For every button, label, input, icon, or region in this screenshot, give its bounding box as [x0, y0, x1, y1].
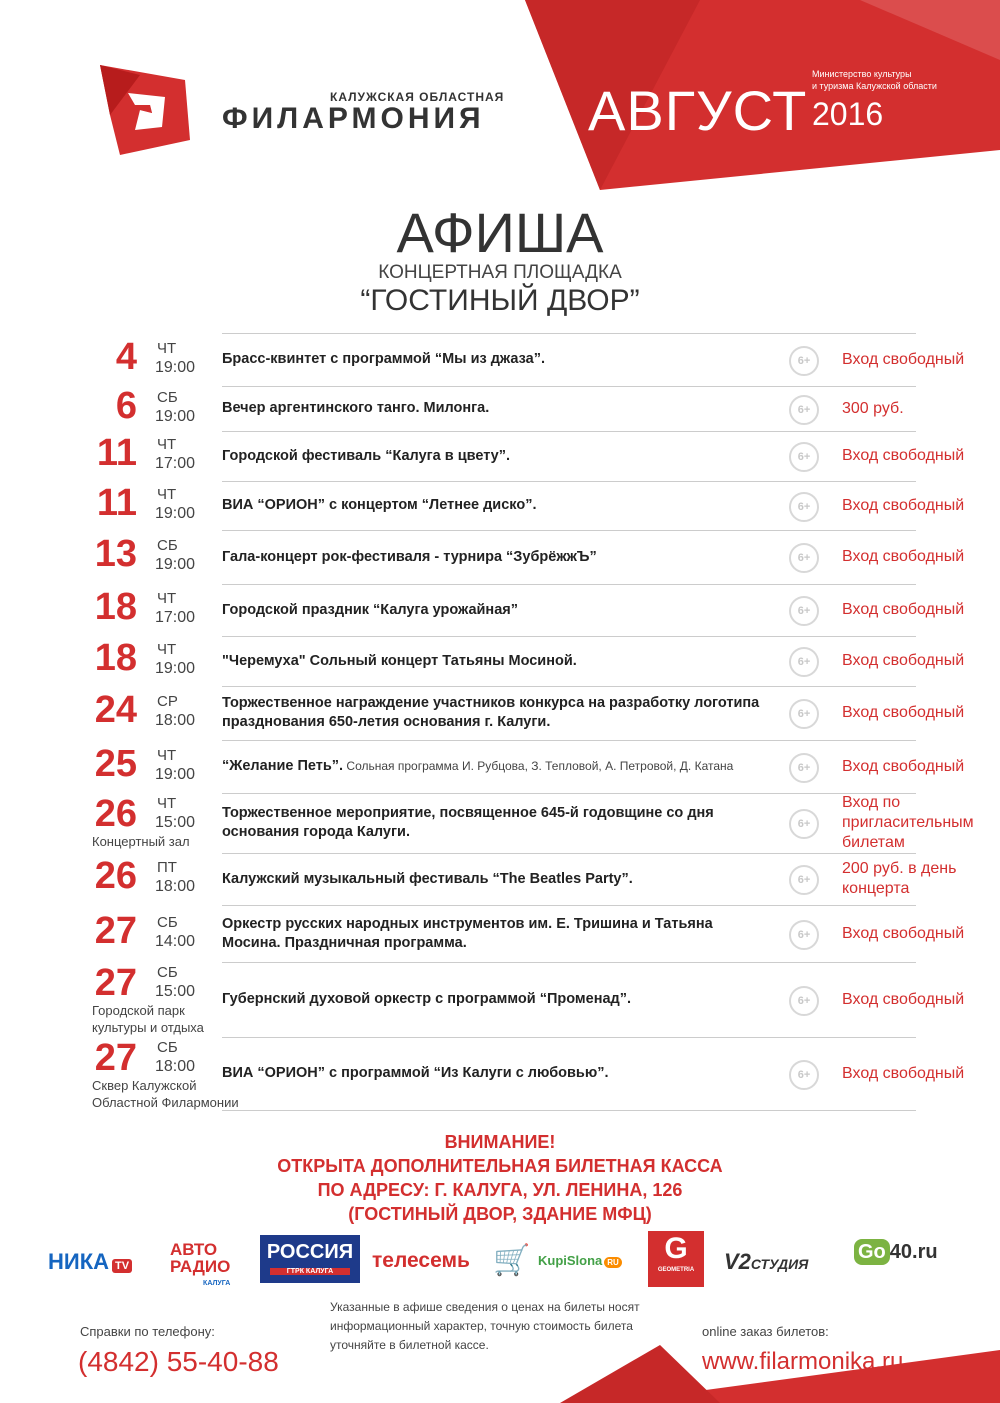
event-weekday: ЧТ: [157, 436, 177, 453]
event-title: [222, 757, 762, 776]
phone-number[interactable]: (4842) 55-40-88: [78, 1346, 279, 1377]
divider: [222, 1110, 916, 1111]
poster-subtitle: КОНЦЕРТНАЯ ПЛОЩАДКА: [378, 262, 622, 283]
event-title-text: Торжественное мероприятие, посвященное 645-й годовщине со дня основания города Калуги.: [222, 805, 714, 840]
event-row: [0, 386, 1000, 431]
age-rating-badge: 6+: [789, 753, 819, 783]
event-row: [0, 853, 1000, 905]
ru-badge: RU: [604, 1257, 622, 1268]
ministry-label: [812, 68, 962, 92]
event-time: 14:00: [155, 933, 196, 950]
event-weekday: ЧТ: [157, 486, 177, 503]
event-time: 19:00: [155, 505, 196, 522]
event-time: 15:00: [155, 814, 196, 831]
phone-label: Справки по телефону:: [80, 1324, 215, 1339]
v2-studio-logo: [724, 1249, 808, 1275]
event-day: 26: [94, 793, 137, 835]
year-label: 2016: [812, 96, 884, 132]
avtoradio-logo: [170, 1241, 230, 1292]
row-divider: [222, 853, 916, 854]
event-price: Вход свободный: [842, 497, 965, 514]
studio-text: СТУДИЯ: [750, 1256, 809, 1272]
event-weekday: ЧТ: [157, 340, 177, 357]
event-row: [0, 481, 1000, 530]
kupislona-text: KupiSlona: [538, 1253, 603, 1268]
notice-line-3: ПО АДРЕСУ: Г. КАЛУГА, УЛ. ЛЕНИНА, 126: [317, 1180, 683, 1200]
event-weekday: ЧТ: [157, 747, 177, 764]
event-row: [0, 962, 1000, 1037]
shopping-cart-icon: 🛒: [493, 1244, 531, 1277]
row-divider: [222, 530, 916, 531]
event-title: [222, 652, 762, 671]
event-time: 19:00: [155, 556, 196, 573]
event-day: 4: [115, 336, 137, 378]
event-row: [0, 333, 1000, 386]
event-day: 18: [94, 586, 137, 628]
rossiya-text: РОССИЯ: [266, 1241, 354, 1263]
event-title-text: ВИА “ОРИОН” с концертом “Летнее диско”.: [222, 497, 537, 513]
event-weekday: СБ: [157, 964, 178, 981]
sponsor-logos: [48, 1232, 958, 1290]
event-title: [222, 804, 762, 842]
row-divider: [222, 740, 916, 741]
event-weekday: ЧТ: [157, 795, 177, 812]
go-text: Go: [854, 1239, 890, 1265]
age-rating-badge: 6+: [789, 647, 819, 677]
row-divider: [222, 686, 916, 687]
nika-tv-logo: [48, 1249, 132, 1275]
event-time: 15:00: [155, 983, 196, 1000]
event-row: [0, 1037, 1000, 1110]
event-price: Вход свободный: [842, 548, 965, 565]
event-title: [222, 601, 762, 620]
notice-line-1: ВНИМАНИЕ!: [444, 1132, 556, 1152]
nika-text: НИКА: [48, 1249, 110, 1274]
org-name: ФИЛАРМОНИЯ: [222, 102, 485, 135]
event-title-text: Городской праздник “Калуга урожайная”: [222, 602, 518, 618]
ministry-line-2: и туризма Калужской области: [812, 81, 937, 91]
event-title-text: Оркестр русских народных инструментов им. Е. Тришина и Татьяна Мосина. Праздничная программа.: [222, 916, 713, 951]
website-link[interactable]: www.filarmonika.ru: [702, 1348, 904, 1375]
event-price: Вход свободный: [842, 758, 965, 775]
go40-logo: [854, 1241, 938, 1264]
event-title-extra: Сольная программа И. Рубцова, З. Тепловой, А. Петровой, Д. Катана: [343, 759, 734, 773]
age-rating-badge: 6+: [789, 346, 819, 376]
event-title-text: Вечер аргентинского танго. Милонга.: [222, 400, 490, 416]
event-price: Вход свободный: [842, 925, 965, 942]
event-day: 27: [94, 910, 137, 952]
event-title-text: "Черемуха" Сольный концерт Татьяны Мосиной.: [222, 653, 577, 669]
event-time: 17:00: [155, 609, 196, 626]
month-label: АВГУСТ: [588, 79, 808, 142]
event-day: 25: [94, 743, 137, 785]
event-time: 19:00: [155, 408, 196, 425]
event-title: [222, 990, 762, 1009]
event-title-text: Гала-концерт рок-фестиваля - турнира “ЗубрёжжЪ”: [222, 549, 597, 565]
event-title-text: Губернский духовой оркестр с программой “Променад”.: [222, 991, 632, 1007]
price-disclaimer: Указанные в афише сведения о ценах на билеты носят информационный характер, точную стоимость билета уточняйте в билетной кассе.: [330, 1300, 640, 1352]
event-title-text: Городской фестиваль “Калуга в цвету”.: [222, 448, 511, 464]
event-day: 11: [96, 432, 137, 474]
event-title-text: Брасс-квинтет с программой “Мы из джаза”.: [222, 351, 545, 367]
event-day: 11: [96, 482, 137, 524]
event-row: [0, 431, 1000, 481]
v2-text: V2: [724, 1249, 751, 1274]
event-price: Вход свободный: [842, 704, 965, 721]
age-rating-badge: 6+: [789, 865, 819, 895]
event-price: Вход по пригласительным билетам: [842, 794, 974, 851]
event-day: 13: [94, 533, 137, 575]
philharmonic-logo-icon: [90, 55, 195, 160]
event-title: [222, 350, 762, 369]
event-day: 26: [94, 855, 137, 897]
event-title: [222, 496, 762, 515]
event-price: 300 руб.: [842, 400, 904, 417]
age-rating-badge: 6+: [789, 492, 819, 522]
event-day: 27: [94, 962, 137, 1004]
radio-text: РАДИО: [170, 1257, 231, 1276]
row-divider: [222, 584, 916, 585]
age-rating-badge: 6+: [789, 442, 819, 472]
event-row: [0, 530, 1000, 584]
event-time: 19:00: [155, 766, 196, 783]
event-weekday: СБ: [157, 1039, 178, 1056]
event-place: Городской парк культуры и отдыха: [92, 1003, 204, 1035]
event-time: 17:00: [155, 455, 196, 472]
event-time: 19:00: [155, 660, 196, 677]
notice-line-4: (ГОСТИНЫЙ ДВОР, ЗДАНИЕ МФЦ): [348, 1204, 652, 1224]
event-weekday: СБ: [157, 537, 178, 554]
row-divider: [222, 1037, 916, 1038]
event-title: [222, 447, 762, 466]
age-rating-badge: 6+: [789, 986, 819, 1016]
event-weekday: СБ: [157, 914, 178, 931]
event-title: [222, 915, 762, 953]
geometria-text: GEOMETRIA: [657, 1267, 695, 1273]
event-day: 18: [94, 637, 137, 679]
event-row: [0, 793, 1000, 853]
row-divider: [222, 636, 916, 637]
event-title: [222, 548, 762, 567]
event-weekday: СР: [157, 693, 178, 710]
geometria-logo: [648, 1231, 704, 1287]
event-time: 18:00: [155, 878, 196, 895]
ticket-office-notice: [0, 1130, 1000, 1226]
event-weekday: ЧТ: [157, 641, 177, 658]
event-title-text: Калужский музыкальный фестиваль “The Beatles Party”.: [222, 871, 633, 887]
event-price: Вход свободный: [842, 351, 965, 368]
event-title: [222, 870, 762, 889]
event-price: Вход свободный: [842, 652, 965, 669]
event-time: 18:00: [155, 1058, 196, 1075]
age-rating-badge: 6+: [789, 1060, 819, 1090]
row-divider: [222, 481, 916, 482]
event-weekday: СБ: [157, 389, 178, 406]
event-price: Вход свободный: [842, 601, 965, 618]
row-divider: [222, 962, 916, 963]
event-place: Сквер Калужской Областной Филармонии: [92, 1078, 239, 1110]
event-day: 6: [115, 385, 137, 427]
age-rating-badge: 6+: [789, 543, 819, 573]
rossiya-logo: [260, 1235, 360, 1283]
row-divider: [222, 793, 916, 794]
event-price: Вход свободный: [842, 991, 965, 1008]
venue-name: “ГОСТИНЫЙ ДВОР”: [360, 284, 640, 317]
event-title: [222, 399, 762, 418]
avtoradio-kaluga: КАЛУГА: [203, 1280, 231, 1287]
event-place: Концертный зал: [92, 834, 190, 849]
avto-text: АВТО: [170, 1240, 218, 1259]
age-rating-badge: 6+: [789, 920, 819, 950]
event-title-text: ВИА “ОРИОН” с программой “Из Калуги с любовью”.: [222, 1065, 609, 1081]
event-row: [0, 686, 1000, 740]
row-divider: [222, 386, 916, 387]
org-subtitle: КАЛУЖСКАЯ ОБЛАСТНАЯ: [330, 90, 505, 104]
age-rating-badge: 6+: [789, 596, 819, 626]
age-rating-badge: 6+: [789, 699, 819, 729]
event-row: [0, 636, 1000, 686]
age-rating-badge: 6+: [789, 395, 819, 425]
event-title: [222, 694, 762, 732]
order-label: online заказ билетов:: [702, 1324, 829, 1339]
event-price: Вход свободный: [842, 1065, 965, 1082]
event-day: 24: [94, 689, 137, 731]
notice-line-2: ОТКРЫТА ДОПОЛНИТЕЛЬНАЯ БИЛЕТНАЯ КАССА: [277, 1156, 723, 1176]
telesem-logo: телесемь: [372, 1249, 470, 1272]
event-row: [0, 905, 1000, 962]
event-price: Вход свободный: [842, 447, 965, 464]
row-divider: [222, 333, 916, 334]
event-row: [0, 740, 1000, 793]
row-divider: [222, 431, 916, 432]
event-price: 200 руб. в день концерта: [842, 860, 957, 897]
event-title-text: Торжественное награждение участников конкурса на разработку логотипа празднования 650-летия основания г. Калуги.: [222, 695, 760, 730]
kupislona-logo: [538, 1253, 622, 1268]
event-row: [0, 584, 1000, 636]
event-weekday: ПТ: [157, 859, 177, 876]
event-title-text: “Желание Петь”.: [222, 758, 344, 774]
poster-title: АФИША: [396, 201, 604, 264]
event-weekday: ЧТ: [157, 590, 177, 607]
go40-text: 40.ru: [889, 1241, 938, 1263]
event-title: [222, 1064, 762, 1083]
age-rating-badge: 6+: [789, 809, 819, 839]
row-divider: [222, 905, 916, 906]
geometria-g-icon: G: [664, 1232, 688, 1265]
gtrk-text: ГТРК КАЛУГА: [270, 1268, 350, 1275]
event-day: 27: [94, 1037, 137, 1079]
tv-badge: TV: [112, 1259, 132, 1273]
ministry-line-1: Министерство культуры: [812, 69, 912, 79]
event-time: 18:00: [155, 712, 196, 729]
event-time: 19:00: [155, 359, 196, 376]
